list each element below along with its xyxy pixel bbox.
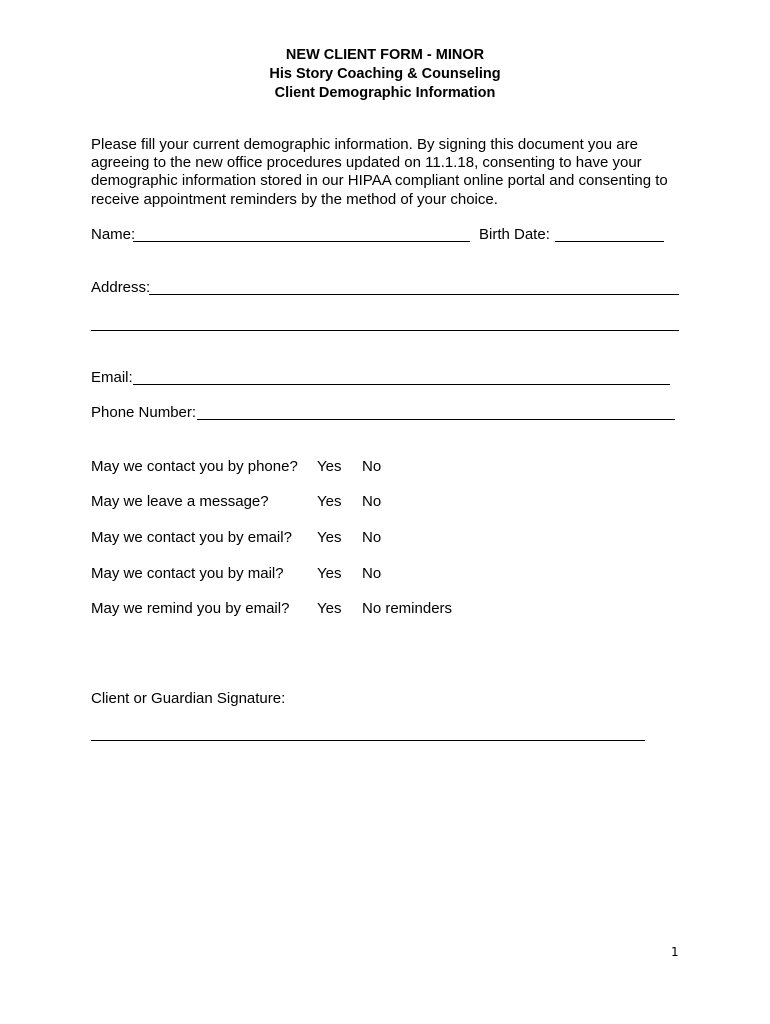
question-remind-no-reminders[interactable]: No reminders [362, 600, 453, 617]
form-header [0, 46, 770, 103]
email-input[interactable] [136, 367, 666, 383]
question-phone-yes[interactable]: Yes [317, 458, 342, 475]
phone-input[interactable] [200, 402, 672, 418]
question-email-no[interactable]: No [362, 529, 382, 546]
question-remind-yes[interactable]: Yes [317, 600, 342, 617]
signature-input[interactable] [94, 723, 642, 739]
address-input-line-1[interactable] [152, 277, 676, 293]
signature-underline [91, 740, 645, 741]
question-phone-label: May we contact you by phone? [91, 458, 298, 475]
question-remind-label: May we remind you by email? [91, 600, 290, 617]
question-message-yes[interactable]: Yes [317, 493, 342, 510]
question-phone-no[interactable]: No [362, 458, 382, 475]
email-label: Email: [91, 369, 133, 386]
signature-label: Client or Guardian Signature: [91, 690, 286, 707]
name-underline [133, 241, 470, 242]
name-label: Name: [91, 226, 136, 243]
address-label: Address: [91, 279, 151, 296]
birth-date-input[interactable] [557, 224, 661, 240]
name-input[interactable] [136, 224, 466, 240]
phone-underline [197, 419, 675, 420]
form-title: NEW CLIENT FORM - MINOR [285, 47, 485, 63]
birth-date-underline [555, 241, 664, 242]
address-underline-1 [149, 294, 679, 295]
address-input-line-2[interactable] [94, 313, 676, 329]
intro-paragraph: Please fill your current demographic information. By signing this document you are agreeing to the new office procedures updated on 11.1.18, consenting to have your demographic information stored in our HIPAA compliant online portal and consenting to receive appointment reminders by the method of your choice. [91, 136, 668, 208]
question-message-no[interactable]: No [362, 493, 382, 510]
form-subtitle: Client Demographic Information [274, 85, 496, 101]
question-email-label: May we contact you by email? [91, 529, 292, 546]
question-mail-no[interactable]: No [362, 565, 382, 582]
question-mail-label: May we contact you by mail? [91, 565, 284, 582]
organization-name: His Story Coaching & Counseling [269, 66, 501, 82]
question-email-yes[interactable]: Yes [317, 529, 342, 546]
phone-label: Phone Number: [91, 404, 197, 421]
address-underline-2 [91, 330, 679, 331]
birth-date-label: Birth Date: [479, 226, 550, 243]
question-message-label: May we leave a message? [91, 493, 269, 510]
email-underline [133, 384, 670, 385]
question-mail-yes[interactable]: Yes [317, 565, 342, 582]
page-number: 1 [671, 945, 679, 959]
